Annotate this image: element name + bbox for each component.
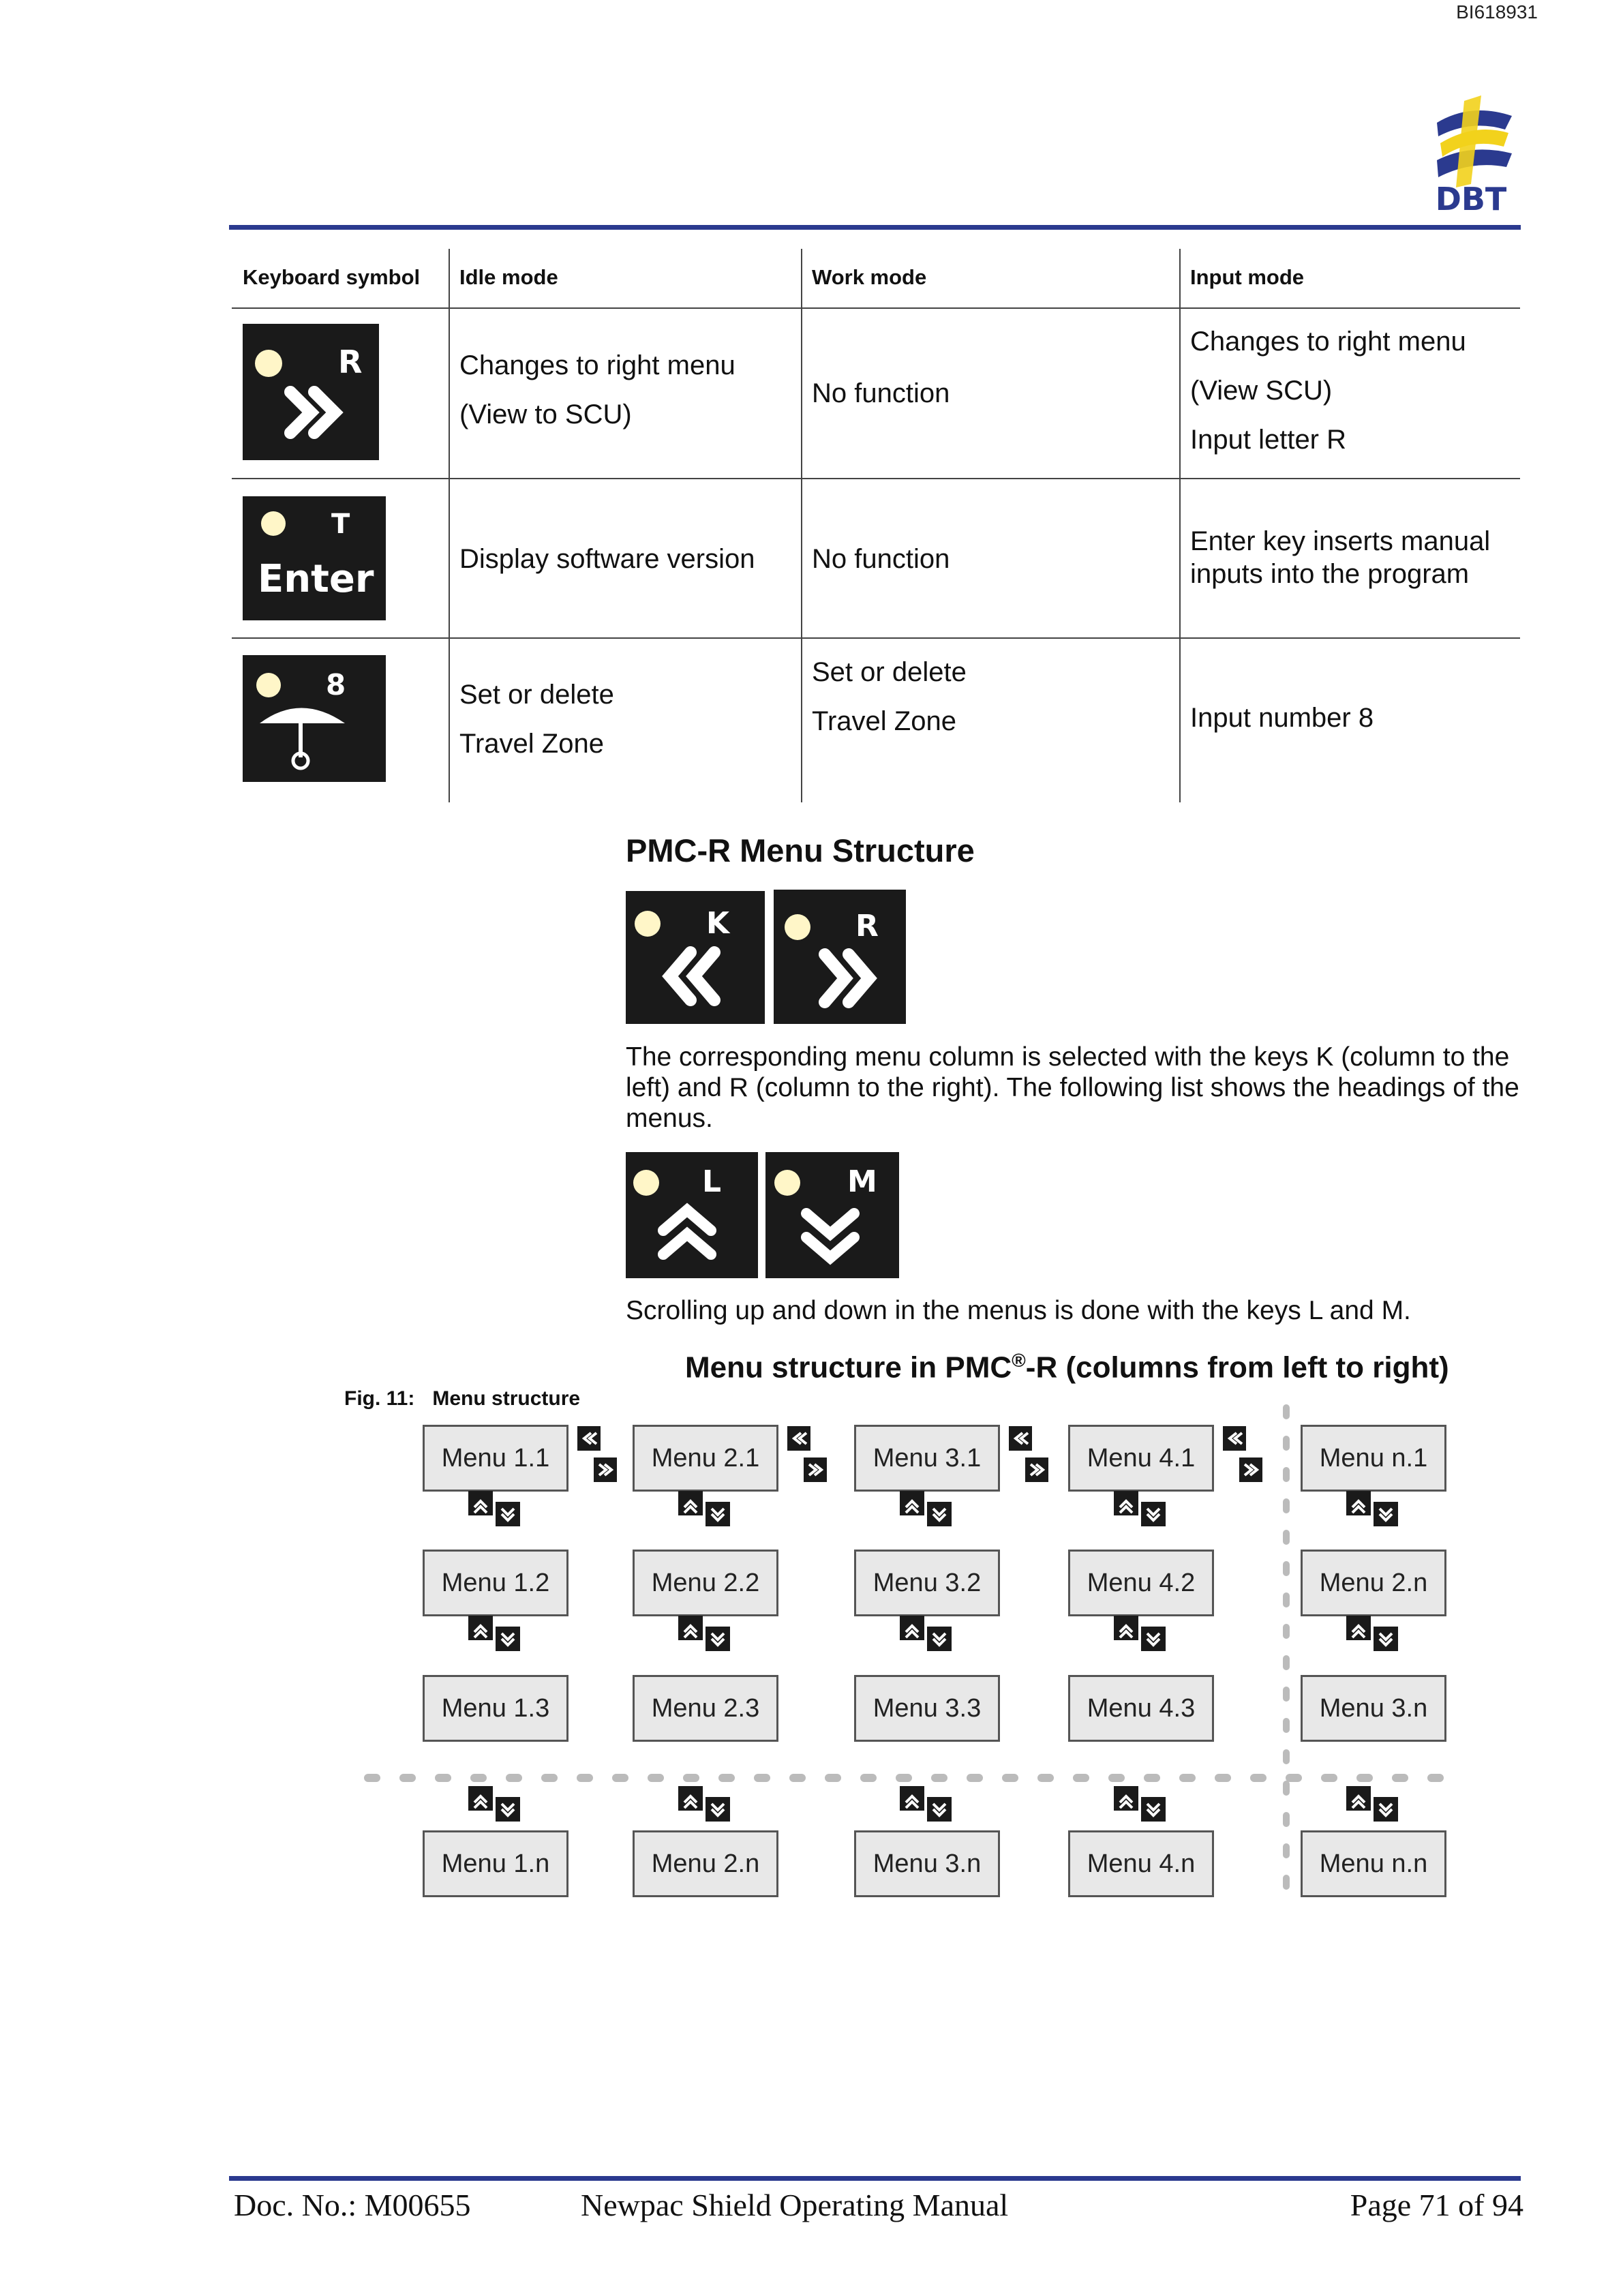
menu-box: Menu 2.n: [1301, 1550, 1446, 1616]
scroll-keys-icon: [1112, 1490, 1170, 1534]
menu-box: Menu 4.3: [1068, 1675, 1214, 1742]
scrolling-paragraph: Scrolling up and down in the menus is done with the keys L and M.: [626, 1296, 1411, 1325]
table-divider: [232, 637, 1520, 639]
scroll-keys-icon: [898, 1614, 956, 1659]
svg-text:T: T: [331, 509, 350, 540]
menu-box: Menu 1.3: [423, 1675, 568, 1742]
footer-page-number: Page 71 of 94: [1350, 2188, 1523, 2222]
document-id: BI618931: [1456, 1, 1538, 22]
scroll-keys-icon: [898, 1785, 956, 1829]
svg-text:R: R: [338, 344, 363, 380]
key-m-down-icon: [765, 1152, 899, 1278]
scroll-keys-icon: [467, 1785, 524, 1829]
key-l-up-icon: [626, 1152, 758, 1278]
footer-doc-number: Doc. No.: M00655: [234, 2188, 471, 2222]
menu-box: Menu 1.n: [423, 1830, 568, 1897]
logo-emblem-icon: [1437, 95, 1512, 187]
row3-idle: Set or delete Travel Zone: [459, 680, 614, 759]
menu-box: Menu 3.n: [854, 1830, 1000, 1897]
figure-title: Menu structure in PMC®-R (columns from left to right): [685, 1350, 1449, 1385]
menu-column-paragraph: The corresponding menu column is selected with the keys K (column to the left) and R (column to the right). The following list shows the headings of the menus.: [626, 1042, 1519, 1133]
row2-work: No function: [812, 544, 950, 574]
figure-caption: Fig. 11: Menu structure: [344, 1387, 581, 1410]
column-keys-icon: [1007, 1425, 1051, 1490]
menu-box: Menu 4.n: [1068, 1830, 1214, 1897]
table-divider: [449, 249, 450, 802]
scroll-keys-icon: [1345, 1490, 1402, 1534]
svg-text:M: M: [847, 1164, 877, 1199]
svg-text:L: L: [702, 1164, 722, 1199]
scroll-keys-icon: [1112, 1785, 1170, 1829]
header-input-mode: Input mode: [1190, 265, 1305, 289]
menu-box: Menu 4.1: [1068, 1425, 1214, 1492]
header-work-mode: Work mode: [812, 265, 927, 289]
svg-text:Enter: Enter: [258, 557, 374, 601]
svg-text:K: K: [706, 906, 730, 941]
menu-box: Menu 3.n: [1301, 1675, 1446, 1742]
row3-input: Input number 8: [1190, 703, 1374, 733]
table-divider: [232, 478, 1520, 479]
row1-idle: Changes to right menu (View to SCU): [459, 350, 735, 429]
menu-box: Menu 1.1: [423, 1425, 568, 1492]
menu-box: Menu 2.2: [633, 1550, 778, 1616]
svg-text:R: R: [855, 909, 879, 943]
key-k-left-icon: [626, 891, 765, 1024]
dbt-logo: [1423, 95, 1519, 215]
scroll-keys-icon: [677, 1785, 734, 1829]
footer-manual-title: Newpac Shield Operating Manual: [581, 2188, 1009, 2222]
scroll-keys-icon: [677, 1490, 734, 1534]
section-title: PMC-R Menu Structure: [626, 832, 975, 868]
row3-work: Set or delete Travel Zone: [812, 657, 967, 736]
menu-box: Menu 1.2: [423, 1550, 568, 1616]
footer-rule: [229, 2176, 1521, 2181]
row2-input: Enter key inserts manual inputs into the program: [1190, 526, 1491, 589]
key-r-right-icon: [774, 890, 906, 1024]
menu-box: Menu 3.3: [854, 1675, 1000, 1742]
column-keys-icon: [786, 1425, 830, 1490]
menu-box: Menu n.n: [1301, 1830, 1446, 1897]
column-keys-icon: [576, 1425, 620, 1490]
table-divider: [1179, 249, 1181, 802]
keyboard-function-table: [232, 249, 1520, 802]
scroll-keys-icon: [898, 1490, 956, 1534]
svg-text:8: 8: [326, 668, 346, 701]
scroll-keys-icon: [467, 1490, 524, 1534]
menu-box: Menu 2.1: [633, 1425, 778, 1492]
header-idle-mode: Idle mode: [459, 265, 558, 289]
menu-box: Menu 3.2: [854, 1550, 1000, 1616]
scroll-keys-icon: [677, 1614, 734, 1659]
scroll-keys-icon: [1112, 1614, 1170, 1659]
menu-box: Menu 4.2: [1068, 1550, 1214, 1616]
menu-box: Menu 2.3: [633, 1675, 778, 1742]
row2-idle: Display software version: [459, 544, 755, 574]
logo-text: DBT: [1435, 181, 1507, 215]
header-keyboard-symbol: Keyboard symbol: [243, 265, 421, 289]
key-8-canopy-icon: [243, 655, 386, 782]
menu-box: Menu 2.n: [633, 1830, 778, 1897]
menu-box: Menu n.1: [1301, 1425, 1446, 1492]
column-keys-icon: [1222, 1425, 1265, 1490]
scroll-keys-icon: [467, 1614, 524, 1659]
menu-box: Menu 3.1: [854, 1425, 1000, 1492]
key-r-icon: [243, 324, 379, 460]
scroll-keys-icon: [1345, 1785, 1402, 1829]
row1-input: Changes to right menu (View SCU) Input letter R: [1190, 327, 1466, 455]
table-divider: [801, 249, 802, 802]
header-rule: [229, 225, 1521, 230]
table-divider: [232, 307, 1520, 309]
scroll-keys-icon: [1345, 1614, 1402, 1659]
key-t-enter-icon: [243, 496, 386, 620]
row1-work: No function: [812, 378, 950, 408]
